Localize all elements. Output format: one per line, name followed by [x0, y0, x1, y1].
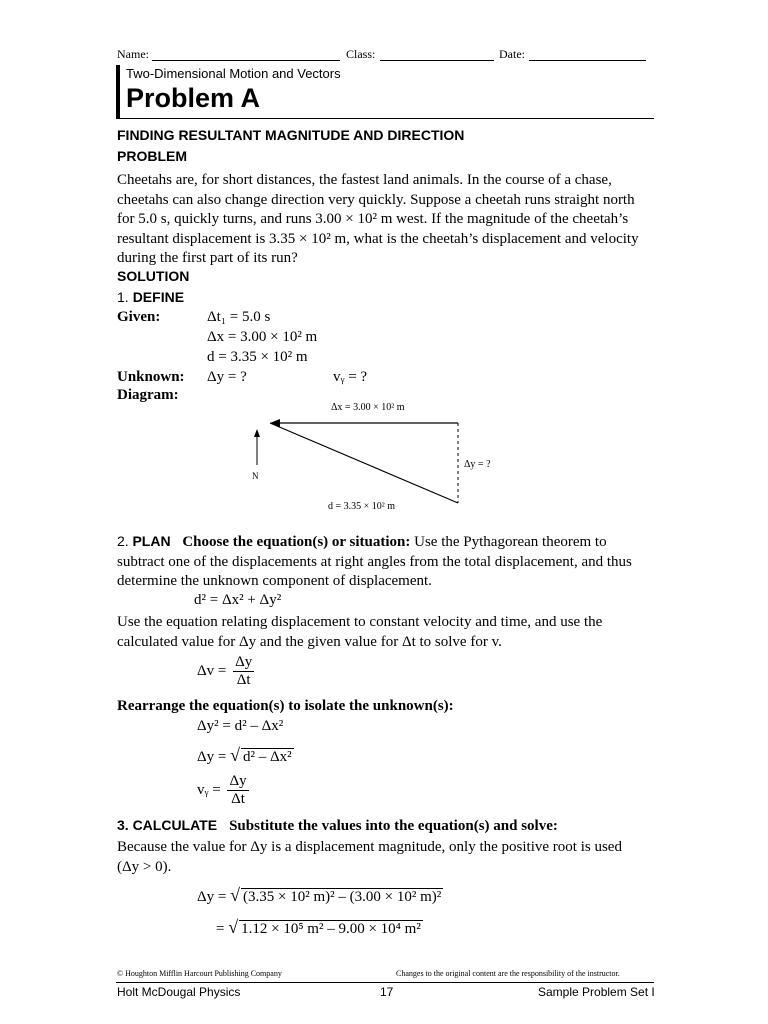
date-field[interactable]: [529, 60, 646, 61]
plan-label: PLAN: [132, 533, 171, 549]
date-label: Date:: [499, 47, 525, 61]
plan-paragraph: [117, 532, 657, 592]
calculation-eq-1-radicand: (3.35 × 10² m)² – (3.00 × 10² m)²: [243, 889, 442, 905]
calculation-eq-2-lhs: =: [216, 921, 225, 937]
pythagorean-equation: d² = Δx² + Δy²: [194, 592, 282, 608]
velocity-eq-num: Δy: [235, 654, 253, 670]
calculate-lead: Substitute the values into the equation(s) and solve:: [229, 818, 558, 834]
title-bar: [116, 65, 120, 119]
rearranged-eq-1: Δy² = d² – Δx²: [197, 718, 284, 734]
disclaimer-notice: Changes to the original content are the responsibility of the instructor.: [396, 969, 620, 978]
solution-heading: SOLUTION: [117, 268, 190, 284]
title-rule: [116, 118, 654, 119]
plan-text-2: Use the equation relating displacement to constant velocity and time, and use the calculated value for Δy and the given value for Δt to solve for v.: [117, 614, 603, 650]
define-step: [117, 289, 184, 307]
calculate-text: Because the value for Δy is a displacement magnitude, only the positive root is used (Δy > 0).: [117, 839, 622, 875]
calculate-step: [117, 817, 558, 835]
name-label: Name:: [117, 47, 149, 61]
problem-heading: PROBLEM: [117, 148, 187, 164]
copyright-notice: © Houghton Mifflin Harcourt Publishing Company: [117, 969, 282, 978]
section-heading: FINDING RESULTANT MAGNITUDE AND DIRECTION: [117, 127, 465, 143]
given-item: d = 3.35 × 10² m: [207, 349, 308, 365]
unknown-item: vᵧ = ?: [333, 369, 368, 385]
rearranged-eq-3: [197, 773, 249, 808]
problem-text: Cheetahs are, for short distances, the fastest land animals. In the course of a chase, cheetahs can also change direction very quickly. Suppose a cheetah runs straight north for 5.0 s, quickly turns, and runs 3.00 × 10² m west. If the magnitude of the cheetah’s resultant displacement is 3.35 × 10² m, what is the cheetah’s displacement and velocity during the first part of its run?: [117, 172, 639, 266]
page-number: 17: [380, 985, 394, 999]
sqrt-icon: √: [230, 885, 240, 905]
given-item: Δx = 3.00 × 10² m: [207, 329, 318, 345]
plan-lead: Choose the equation(s) or situation:: [182, 534, 411, 550]
calculation-eq-2-radicand: 1.12 × 10⁵ m² – 9.00 × 10⁴ m²: [241, 921, 421, 937]
rearranged-eq-2-lhs: Δy =: [197, 749, 227, 765]
velocity-eq-den: Δt: [236, 672, 251, 688]
velocity-eq-lhs: Δv =: [197, 662, 227, 679]
d-label: d = 3.35 × 10² m: [328, 501, 396, 512]
class-field[interactable]: [380, 60, 494, 61]
unknown-label: Unknown:: [117, 369, 185, 385]
rearranged-eq-2-radicand: d² – Δx²: [243, 749, 292, 765]
book-title: Holt McDougal Physics: [117, 985, 241, 999]
name-field[interactable]: [152, 60, 340, 61]
define-label: DEFINE: [132, 289, 185, 305]
calculation-eq-2: [216, 917, 423, 938]
dx-label: Δx = 3.00 × 10² m: [331, 402, 405, 413]
class-label: Class:: [346, 47, 376, 61]
calculation-eq-1-lhs: Δy =: [197, 889, 227, 905]
north-label: N: [252, 471, 259, 481]
rearrange-heading: Rearrange the equation(s) to isolate the unknown(s):: [117, 698, 454, 714]
given-item: Δt₁ = 5.0 s: [207, 309, 271, 325]
calculation-eq-1: [197, 885, 443, 906]
rearranged-eq-3-num: Δy: [229, 773, 247, 789]
page-title: Problem A: [126, 83, 261, 113]
rearranged-eq-3-den: Δt: [231, 791, 245, 807]
calculate-label: 3. CALCULATE: [117, 817, 218, 833]
given-label: Given:: [117, 309, 161, 325]
chapter-title: Two-Dimensional Motion and Vectors: [126, 66, 341, 81]
north-arrowhead: [254, 429, 260, 437]
diagram-label: Diagram:: [117, 387, 179, 403]
sqrt-icon: √: [228, 917, 239, 937]
plan-text: Use the Pythagorean theorem to subtract one of the displacements at right angles from the total displacement, and thus determine the unknown component of displacement.: [117, 534, 632, 589]
rearranged-eq-3-lhs: vᵧ =: [197, 781, 221, 798]
footer-rule: [116, 982, 654, 983]
d-vector: [270, 423, 458, 503]
define-number: 1.: [117, 289, 129, 305]
plan-number: 2.: [117, 533, 129, 549]
rearranged-eq-2: [197, 745, 294, 766]
velocity-equation: [197, 654, 254, 689]
unknown-item: Δy = ?: [207, 369, 247, 385]
sqrt-icon: √: [230, 745, 240, 765]
dy-label: Δy = ?: [464, 459, 491, 470]
problem-set-label: Sample Problem Set I: [538, 985, 655, 999]
displacement-diagram: [240, 395, 510, 515]
